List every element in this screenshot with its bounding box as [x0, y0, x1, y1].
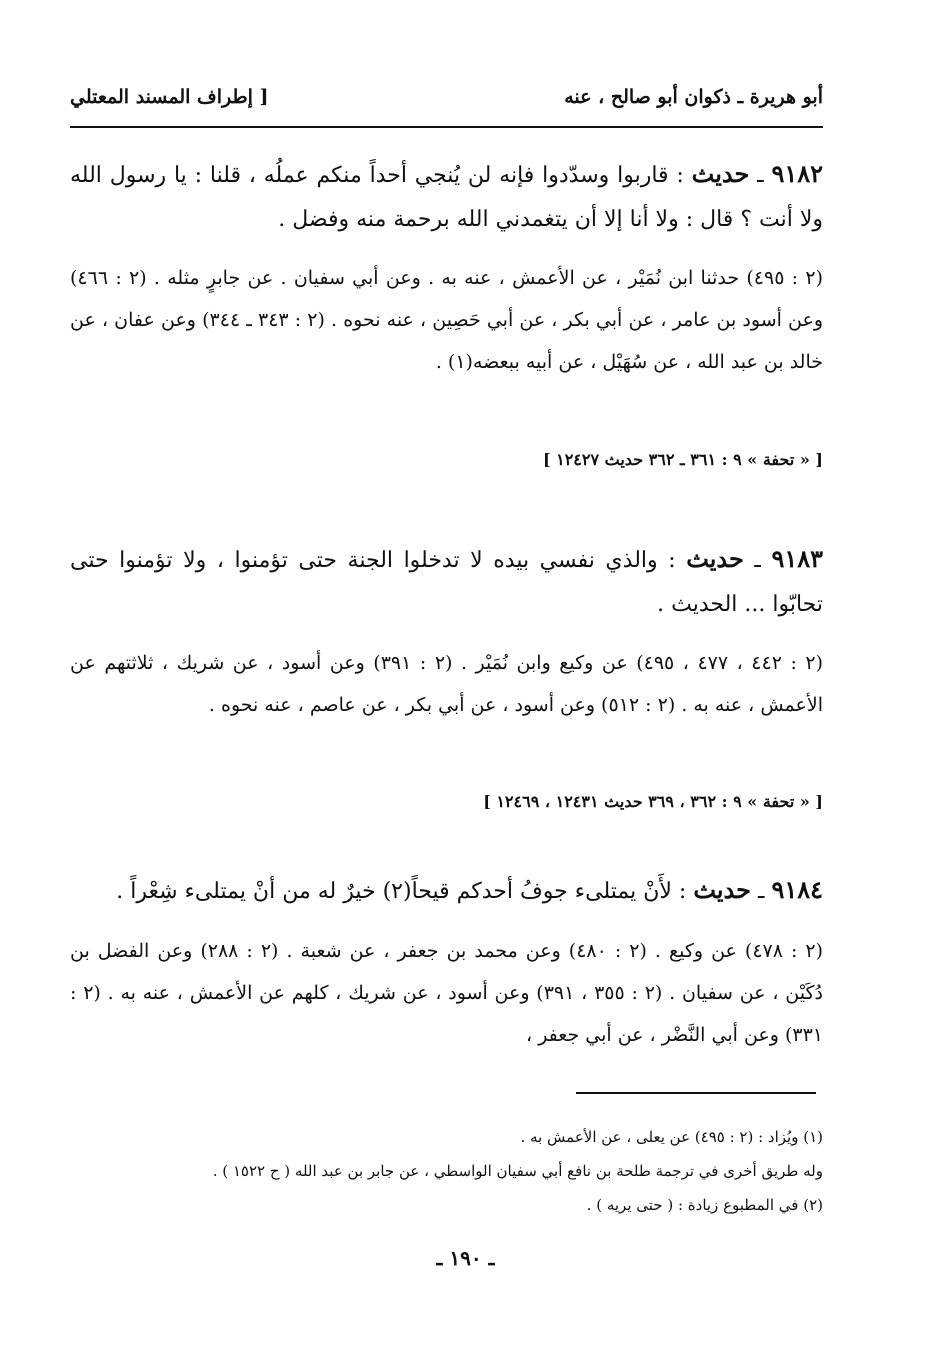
hadith-text	[70, 537, 823, 627]
hadith-9182-tuhfa	[70, 450, 823, 469]
hadith-9184	[70, 868, 823, 914]
hadith-9184-sources	[70, 930, 823, 1056]
sources-text: (٢ : ٤٩٥) حدثنا ابن نُمَيْر ، عن الأعمش ، عنه به . وعن أبي سفيان . عن جابرٍ مثله . (٢ : ٤٦٦) وعن أسود بن عامر ، عن أبي بكر ، عن أبي حَصِين ، عنه نحوه . (٢ : ٣٤٣ ـ ٣٤٤) وعن عفان ، عن خالد بن عبد الله ، عن سُهَيْل ، عن أبيه ببعضه(١) .	[70, 267, 824, 373]
hadith-9183	[70, 537, 823, 627]
hadith-9182-sources	[70, 257, 823, 383]
hadith-label: حديث	[693, 875, 751, 904]
hadith-9183-sources	[70, 642, 823, 726]
hadith-body: : قاربوا وسدّدوا فإنه لن يُنجي أحداً منكم عملُه ، قلنا : يا رسول الله ولا أنت ؟ قال : ولا أنا إلا أن يتغمدني الله برحمة منه وفضل .	[70, 163, 823, 232]
footnote-2: (٢) في المطبوع زيادة : ( حتى يريه ) .	[586, 1196, 823, 1214]
hadith-body: : لأَنْ يمتلىء جوفُ أحدكم قيحاً(٢) خيرٌ له من أنْ يمتلىء شِعْراً .	[116, 879, 694, 904]
sources-text: (٢ : ٤٧٨) عن وكيع . (٢ : ٤٨٠) وعن محمد بن جعفر ، عن شعبة . (٢ : ٢٨٨) وعن الفضل بن دُكَيْن ، عن سفيان . (٢ : ٣٥٥ ، ٣٩١) وعن أسود ، عن شريك ، كلهم عن الأعمش ، عنه به . (٢ : ٣٣١) وعن أبي النَّضْر ، عن أبي جعفر ،	[70, 940, 824, 1046]
hadith-9182	[70, 152, 823, 242]
footnotes	[70, 1120, 823, 1222]
footnote-1: (١) ويُزاد : (٢ : ٤٩٥) عن يعلى ، عن الأعمش به .	[520, 1128, 823, 1146]
running-header	[70, 86, 823, 108]
header-book-title: [ إطراف المسند المعتلي	[70, 86, 269, 108]
hadith-dash: ـ	[743, 548, 772, 573]
hadith-text	[70, 868, 823, 914]
hadith-label: حديث	[686, 544, 744, 573]
tuhfa-reference: [ « تحفة » ٩ : ٣٦١ ـ ٣٦٢ حديث ١٢٤٢٧ ]	[542, 450, 823, 469]
hadith-dash: ـ	[749, 163, 772, 188]
hadith-9183-tuhfa	[70, 792, 823, 811]
footnote-rule	[576, 1092, 816, 1094]
hadith-text	[70, 152, 823, 242]
header-rule	[70, 126, 823, 128]
header-chapter-title: أبو هريرة ـ ذكوان أبو صالح ، عنه	[564, 86, 823, 108]
page-number: ـ ١٩٠ ـ	[436, 1246, 495, 1270]
hadith-body: : والذي نفسي بيده لا تدخلوا الجنة حتى تؤمنوا ، ولا تؤمنوا حتى تحابّوا ... الحديث .	[70, 548, 823, 617]
sources-text: (٢ : ٤٤٢ ، ٤٧٧ ، ٤٩٥) عن وكيع وابن نُمَيْر . (٢ : ٣٩١) وعن أسود ، عن شريك ، ثلاثتهم عن الأعمش ، عنه به . (٢ : ٥١٢) وعن أسود ، عن أبي بكر ، عن عاصم ، عنه نحوه .	[70, 652, 824, 716]
hadith-label: حديث	[691, 159, 750, 188]
footnote-1-continued: وله طريق أخرى في ترجمة طلحة بن نافع أبي سفيان الواسطي ، عن جابر بن عبد الله ( ح ١٥٢٢ ) .	[212, 1162, 823, 1180]
tuhfa-reference: [ « تحفة » ٩ : ٣٦٢ ، ٣٦٩ حديث ١٢٤٣١ ، ١٢٤٦٩ ]	[483, 792, 823, 811]
hadith-number: ٩١٨٤	[771, 875, 823, 904]
hadith-number: ٩١٨٣	[771, 544, 824, 573]
hadith-dash: ـ	[751, 879, 772, 904]
hadith-number: ٩١٨٢	[771, 159, 823, 188]
